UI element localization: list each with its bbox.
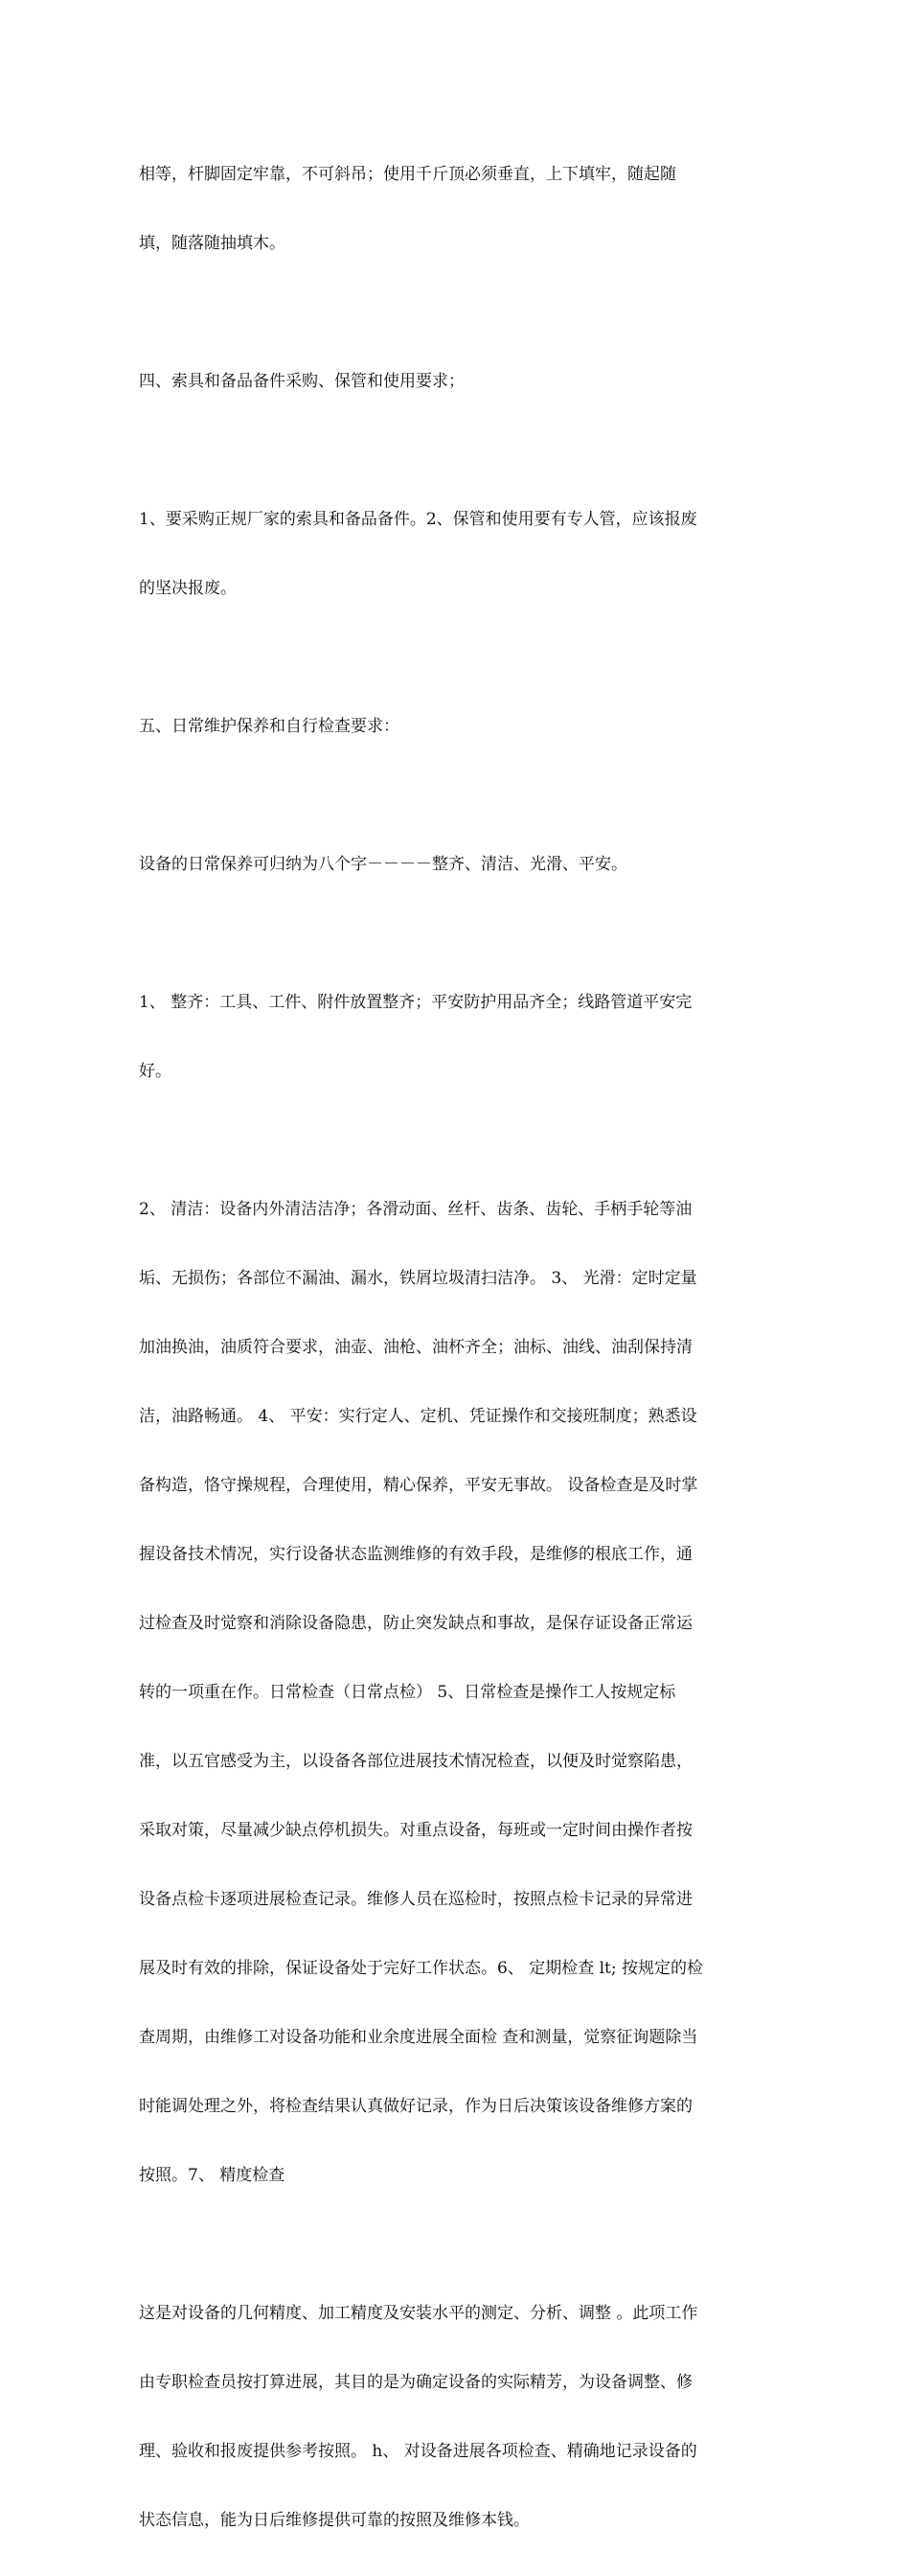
text-line: 由专职检查员按打算进展，其目的是为确定设备的实际精芳，为设备调整、修 — [139, 2373, 693, 2392]
paragraph-tidy — [139, 945, 775, 1129]
text-line: 理、验收和报废提供参考按照。 h、 对设备进展各项检查、精确地记录设备的 — [139, 2442, 697, 2461]
section-heading-rigging-spares — [139, 324, 775, 439]
text-line: 状态信息，能为日后维修提供可靠的按照及维修本钱。 — [139, 2511, 530, 2530]
paragraph-precision-check — [139, 2256, 775, 2576]
text-line: 查周期，由维修工对设备功能和业余度进展全面检 查和测量，觉察征询题除当 — [139, 2028, 698, 2047]
text-line: 这是对设备的几何精度、加工精度及安装水平的测定、分析、调整 。此项工作 — [139, 2304, 698, 2323]
document-page — [139, 117, 775, 2576]
text-line: 1、 整齐：工具、工件、附件放置整齐；平安防护用品齐全；线路管道平安完 — [139, 993, 693, 1012]
text-line: 时能调处理之外，将检查结果认真做好记录，作为日后决策该设备维修方案的 — [139, 2097, 693, 2116]
paragraph-eight-words — [139, 807, 775, 922]
text-line: 设备的日常保养可归纳为八个字－－－－整齐、清洁、光滑、平安。 — [139, 855, 627, 874]
text-line: 按照。7、 精度检查 — [139, 2166, 285, 2185]
paragraph-procurement — [139, 462, 775, 646]
text-line: 垢、无损伤；各部位不漏油、漏水，铁屑垃圾清扫洁净。 3、 光滑：定时定量 — [139, 1269, 697, 1288]
text-line: 好。 — [139, 1062, 171, 1081]
text-line: 握设备技术情况，实行设备状态监测维修的有效手段，是维修的根底工作，通 — [139, 1545, 693, 1564]
text-line: 的坚决报废。 — [139, 579, 237, 598]
text-line: 五、日常维护保养和自行检查要求： — [139, 717, 399, 736]
text-line: 加油换油，油质符合要求，油壶、油枪、油杯齐全；油标、油线、油刮保持清 — [139, 1338, 693, 1357]
text-line: 四、索具和备品备件采购、保管和使用要求； — [139, 372, 465, 391]
text-line: 转的一项重在作。日常检查（日常点检） 5、日常检查是操作工人按规定标 — [139, 1683, 676, 1702]
text-line: 过检查及时觉察和消除设备隐患，防止突发缺点和事故，是保存证设备正常运 — [139, 1614, 693, 1633]
text-line: 2、 清洁：设备内外清洁洁净；各滑动面、丝杆、齿条、齿轮、手柄手轮等油 — [139, 1200, 693, 1219]
text-line: 备构造，恪守操规程，合理使用，精心保养，平安无事故。 设备检查是及时掌 — [139, 1476, 698, 1495]
text-line: 1、要采购正规厂家的索具和备品备件。2、保管和使用要有专人管，应该报废 — [139, 510, 697, 529]
text-line: 准，以五官感受为主，以设备各部位进展技术情况检查，以便及时觉察陷患， — [139, 1752, 693, 1771]
paragraph-inspection-details — [139, 1152, 775, 2233]
paragraph-lifting-rules — [139, 117, 775, 301]
text-line: 采取对策，尽量减少缺点停机损失。对重点设备，每班或一定时间由操作者按 — [139, 1821, 693, 1840]
section-heading-maintenance — [139, 669, 775, 784]
text-line: 展及时有效的排除，保证设备处于完好工作状态。6、 定期检查 lt; 按规定的检 — [139, 1959, 704, 1978]
text-line: 设备点检卡逐项进展检查记录。维修人员在巡检时，按照点检卡记录的异常进 — [139, 1890, 693, 1909]
text-line: 洁，油路畅通。 4、 平安：实行定人、定机、凭证操作和交接班制度；熟悉设 — [139, 1407, 697, 1426]
text-line: 填，随落随抽填木。 — [139, 234, 285, 253]
text-line: 相等，杆脚固定牢靠，不可斜吊；使用千斤顶必须垂直，上下填牢，随起随 — [139, 165, 676, 184]
